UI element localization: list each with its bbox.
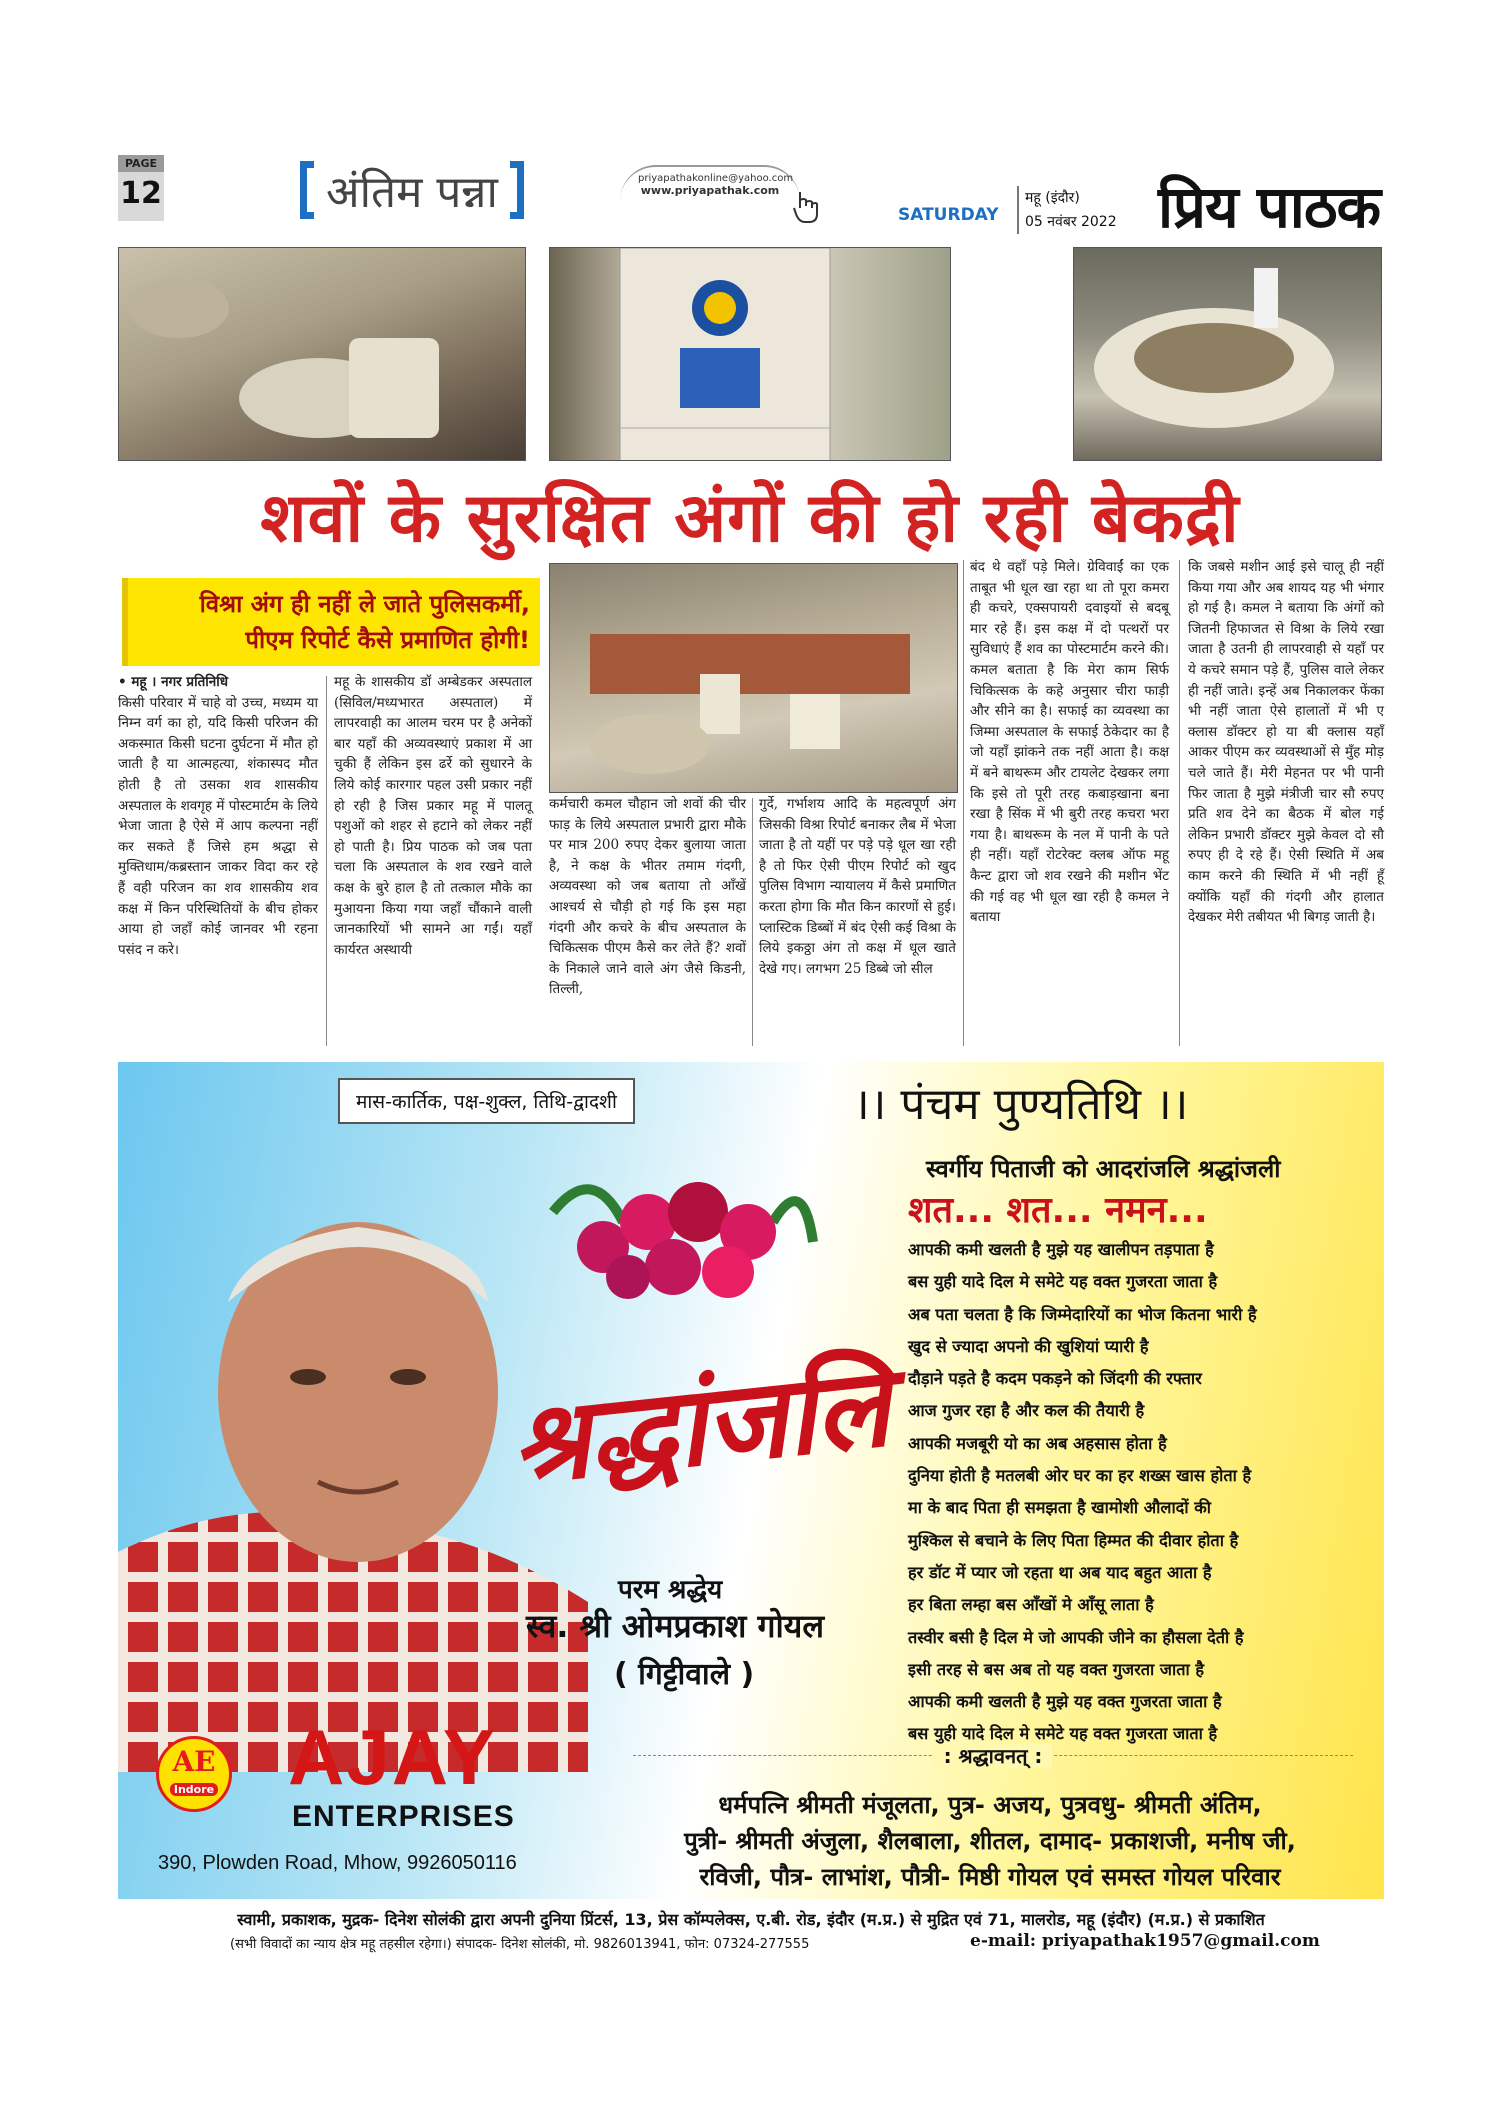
poem-line: दुनिया होती है मतलबी ओर घर का हर शख्स खास होता है <box>908 1466 1252 1486</box>
article-column-2: महू के शासकीय डॉ अम्बेडकर अस्पताल (सिविल/मध्यभारत अस्पताल) में लापरवाही का आलम चरम पर है अनेकों बार यहाँ की अव्यवस्थाएं प्रकाश में आ चुकी हैं लेकिन इस ढर्रे को सुधारने के लिये कोई कारगार पहल उसी प्रकार नहीं हो रही है जिस प्रकार महू में पालतू पशुओं को शहर से हटाने को लेकर नहीं हो पाती है। प्रिय पाठक को जब पता चला कि अस्पताल के शव रखने वाले कक्ष के बुरे हाल है तो तत्काल मौके का मुआयना किया गया जहाँ चौंकाने वाली जानकारियों भी सामने आ गईं। यहाँ कार्यरत अस्थायी <box>334 674 532 958</box>
section-title: अंतिम पन्ना <box>326 167 498 218</box>
dateline-date: 05 नवंबर 2022 <box>1025 214 1117 230</box>
poem-line: आपकी कमी खलती है मुझे यह वक्त गुजरता जाता है <box>908 1692 1222 1712</box>
sponsor-logo <box>156 1736 232 1812</box>
sponsor-logo-city: Indore <box>170 1783 218 1796</box>
deceased-alias: ( गिट्टीवाले ) <box>614 1657 755 1692</box>
poem-line: बस युही यादे दिल मे समेटे यह वक्त गुजरता जाता है <box>908 1724 1218 1744</box>
photo-storage-room-debris <box>549 563 958 793</box>
bracket-left <box>300 161 314 219</box>
deceased-name: स्व. श्री ओमप्रकाश गोयल <box>526 1607 825 1645</box>
family-line: पुत्री- श्रीमती अंजुला, शैलबाला, शीतल, दामाद- प्रकाशजी, मनीष जी, <box>684 1827 1296 1855</box>
section-tag <box>300 160 524 220</box>
website-link[interactable]: www.priyapathak.com <box>640 184 780 197</box>
article-subhead <box>122 578 540 666</box>
weekday: SATURDAY <box>898 205 999 225</box>
honorific: परम श्रद्धेय <box>618 1575 723 1605</box>
dateline-city: महू (इंदौर) <box>1025 190 1080 206</box>
poem-line: आज गुजर रहा है और कल की तैयारी है <box>908 1401 1145 1421</box>
photo-dirty-sink <box>1073 247 1382 461</box>
tribute-poem <box>908 1234 1378 1751</box>
page-label: PAGE <box>118 155 164 172</box>
bracket-right <box>510 161 524 219</box>
occasion-title: ।। पंचम पुण्यतिथि ।। <box>853 1079 1189 1130</box>
sponsor-name: AJAY <box>288 1713 497 1801</box>
roses-image <box>533 1152 823 1312</box>
poem-line: हर डॉट में प्यार जो रहता था अब याद बहुत आता है <box>908 1562 1212 1582</box>
tribute-title: स्वर्गीय पिताजी को आदरांजलि श्रद्धांजली <box>926 1155 1281 1183</box>
column-rule <box>963 560 964 1046</box>
poem-line: अब पता चलता है कि जिम्मेदारियों का भोज कितना भारी है <box>908 1304 1257 1324</box>
dateline <box>1017 186 1117 234</box>
column-rule <box>752 798 753 1046</box>
sponsor-logo-mono: AE <box>172 1745 216 1778</box>
poem-line: इसी तरह से बस अब तो यह वक्त गुजरता जाता है <box>908 1659 1205 1679</box>
poem-line: मा के बाद पिता ही समझता है खामोशी औलादों की <box>908 1498 1211 1518</box>
page-number-box <box>118 155 164 221</box>
memorial-advertisement <box>118 1062 1384 1899</box>
newspaper-logo: प्रिय पाठक <box>1158 173 1381 241</box>
sponsor-suffix: ENTERPRISES <box>292 1800 515 1833</box>
subhead-line-2: पीएम रिपोर्ट कैसे प्रमाणित होगी! <box>245 626 530 654</box>
web-contact <box>620 165 800 201</box>
article-column-1 <box>118 672 318 960</box>
photo-cold-storage-machine <box>549 247 951 461</box>
footer-email[interactable]: e-mail: priyapathak1957@gmail.com <box>970 1931 1320 1951</box>
family-line: धर्मपत्नि श्रीमती मंजूलता, पुत्र- अजय, पुत्रवधु- श्रीमती अंतिम, <box>718 1791 1262 1819</box>
article-column-4: गुर्दे, गर्भाशय आदि के महत्वपूर्ण अंग जिसकी विश्रा रिपोर्ट बनाकर लैब में भेजा जाता है तो यहीं पर पड़े पड़े धूल खा रही है तो फिर ऐसी पीएम रिपोर्ट को खुद पुलिस विभाग न्यायालय में कैसे प्रमाणित करता होगा कि मौत किन कारणों से हुई। प्लास्टिक डिब्बों में बंद ऐसी कई विश्रा के लिये इकठ्ठा अंग तो कक्ष में धूल खाते देखे गए। लगभग 25 डिब्बे जो सील <box>759 796 956 977</box>
article-column-5: बंद थे वहाँ पड़े मिले। ग्रेविवाईं का एक ताबूत भी धूल खा रहा था तो पूरा कमरा ही कचरे, एक्सपायरी दवाइयों से बदबू मार रहे हैं। इस कक्ष में दो पत्थरों पर सुविधाएं हैं शव का पोस्टमार्टम करने की। कमल बताता है कि मेरा काम सिर्फ चिकित्सक के कहे अनुसार चीरा फाड़ी और सीने का है। सफाई का व्यवस्था का जिम्मा अस्पताल के सफाई ठेकेदार का है जो यहाँ झांकने तक नहीं आता है। कक्ष में बने बाथरूम और टायलेट देखकर लगा कि इसे तो पूरी तरह कबाड़खाना बना रखा है सिंक में भी बुरी तरह कचरा भरा गया है। बाथरूम के नल में पानी के पते ही नहीं। यहाँ रोटरेक्ट क्लब ऑफ महू कैन्ट द्वारा जो शव रखने की मशीन भेंट की गई वह भी धूल खा रही है कमल ने बताया <box>970 559 1169 926</box>
family-members <box>610 1787 1370 1895</box>
tithi-box: मास-कार्तिक, पक्ष-शुक्ल, तिथि-द्वादशी <box>338 1078 635 1124</box>
poem-line: आपकी कमी खलती है मुझे यह खालीपन तड़पाता है <box>908 1240 1214 1259</box>
poem-line: हर बिता लम्हा बस आँखों मे आँसू लाता है <box>908 1595 1154 1615</box>
column-rule <box>1179 560 1180 1046</box>
poem-line: आपकी मजबूरी यो का अब अहसास होता है <box>908 1433 1167 1453</box>
poem-line: खुद से ज्यादा अपनो की खुशियां प्यारी है <box>908 1336 1149 1356</box>
imprint-line: स्वामी, प्रकाशक, मुद्रक- दिनेश सोलंकी द्वारा अपनी दुनिया प्रिंटर्स, 13, प्रेस कॉम्पलेक्स, ए.बी. रोड, इंदौर (म.प्र.) से मुद्रित एवं 71, मालरोड, महू (इंदौर) (म.प्र.) से प्रकाशित <box>237 1910 1265 1929</box>
contact-email[interactable]: priyapathakonline@yahoo.com <box>638 173 794 184</box>
photo-broken-commode <box>118 247 526 461</box>
shat-naman: शत... शत... नमन... <box>908 1190 1208 1231</box>
family-line: रविजी, पौत्र- लाभांश, पौत्री- मिष्ठी गोयल एवं समस्त गोयल परिवार <box>699 1863 1281 1891</box>
page-number: 12 <box>120 176 162 211</box>
column-text-1: किसी परिवार में चाहे वो उच्च, मध्यम या निम्न वर्ग का हो, यदि किसी परिजन की अकस्मात किसी घटना दुर्घटना में मौत हो जाती है या आत्महत्या, शंकास्पद मौत होती है तो उसका शव शासकीय अस्पताल के शवगृह में पोस्टमार्टम के लिये भेजा जाता है ऐसे में आप कल्पना नहीं कर सकते हैं जिसे हम श्रद्धा से मुक्तिधाम/कब्रस्तान जाकर विदा कर रहे हैं वही परिजन का शव शासकीय शव कक्ष में किन परिस्थितियों के बीच होकर आया हो जहाँ कोई जानवर भी रहना पसंद न करे। <box>118 694 318 958</box>
shraddhanjali-script: श्रद्धांजलि <box>504 1341 896 1510</box>
column-rule <box>326 676 327 1046</box>
article-headline: शवों के सुरक्षित अंगों की हो रही बेकद्री <box>260 478 1240 558</box>
shraddhavanat-divider <box>633 1744 1353 1783</box>
pointing-hand-icon <box>792 190 820 224</box>
subhead-line-1: विश्रा अंग ही नहीं ले जाते पुलिसकर्मी, <box>199 590 530 618</box>
poem-line: तस्वीर बसी है दिल मे जो आपकी जीने का हौसला देती है <box>908 1627 1244 1647</box>
sponsor-address: 390, Plowden Road, Mhow, 9926050116 <box>158 1852 517 1874</box>
shraddhavanat-label: : श्रद्धावनत् : <box>934 1744 1053 1768</box>
article-column-3: कर्मचारी कमल चौहान जो शवों की चीर फाड़ के लिये अस्पताल प्रभारी द्वारा मौके पर मात्र 200 रुपए देकर बुलाया जाता है, ने कक्ष के भीतर तमाम गंदगी, अव्यवस्था को जब बताया तो आँखें आश्चर्य से चौड़ी हो गई कि इस महा गंदगी और कचरे के बीच अस्पताल के चिकित्सक पीएम कैसे कर लेते हैं? शवों के निकाले जाने वाले अंग जैसे किडनी, तिल्ली, <box>549 796 746 998</box>
poem-line: दौड़ाने पड़ते है कदम पकड़ने को जिंदगी की रफ्तार <box>908 1369 1202 1389</box>
byline: • महू । नगर प्रतिनिधि <box>118 674 229 690</box>
poem-line: बस युही यादे दिल मे समेटे यह वक्त गुजरता जाता है <box>908 1272 1218 1292</box>
editor-line: (सभी विवादों का न्याय क्षेत्र महू तहसील रहेगा।) संपादक- दिनेश सोलंकी, मो. 9826013941, फोन: 07324-277555 <box>230 1937 810 1952</box>
poem-line: मुश्किल से बचाने के लिए पिता हिम्मत की दीवार होता है <box>908 1530 1239 1550</box>
article-column-6: कि जबसे मशीन आई इसे चालू ही नहीं किया गया और अब शायद यह भी भंगार हो गई है। कमल ने बताया कि अंगों को जितनी हिफाजत से विश्रा के लिये रखा जाता है उतनी ही लापरवाही से यहाँ पर ये कचरे समान पड़े हैं, पुलिस वाले लेकर ही नहीं जाते। इन्हें अब निकालकर फेंका भी नहीं जाता ऐसे हालातों में भी ए क्लास डॉक्टर हो या बी क्लास यहाँ आकर पीएम कर व्यवस्थाओं से मुँह मोड़ चले जाते हैं। मेरी मेहनत पर भी पानी फिर जाता है मुझे मंत्रीजी चार सौ रुपए प्रति शव देने का बैठक में बोल गई लेकिन प्रभारी डॉक्टर मुझे केवल दो सौ रुपए ही दे रहे हैं। ऐसी स्थिति में अब काम करने की स्थिति में भी नहीं हूँ क्योंकि यहाँ की गंदगी और हालात देखकर मेरी तबीयत भी बिगड़ जाती है। <box>1188 559 1384 926</box>
